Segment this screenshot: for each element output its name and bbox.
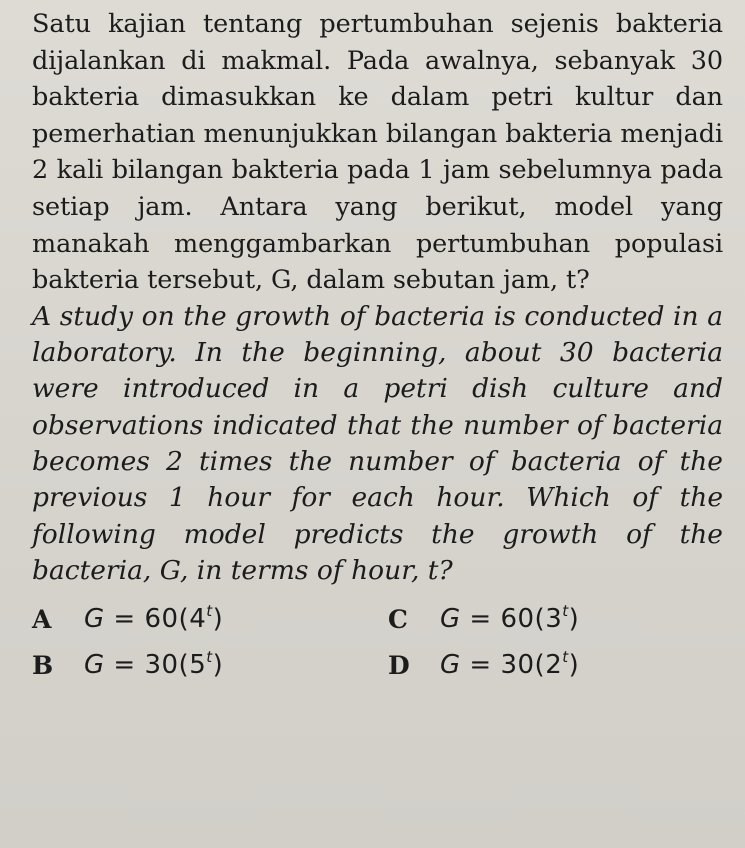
option-formula	[84, 650, 223, 680]
option-formula	[440, 650, 579, 680]
formula-variable: G	[440, 604, 461, 635]
formula-exponent: t	[206, 602, 213, 621]
formula-body: = 30(2	[460, 650, 563, 681]
option-formula	[440, 604, 579, 634]
option-letter: A	[32, 604, 52, 634]
formula-variable: G	[84, 650, 105, 681]
option-letter: B	[32, 650, 54, 680]
formula-close: )	[568, 604, 580, 635]
formula-variable: G	[84, 604, 105, 635]
formula-exponent: t	[206, 648, 213, 667]
formula-exponent: t	[562, 602, 569, 621]
formula-body: = 60(4	[104, 604, 207, 635]
option-formula	[84, 604, 223, 634]
formula-close: )	[212, 650, 224, 681]
option-b[interactable]	[32, 645, 223, 685]
question-text-english: A study on the growth of bacteria is conducted in a laboratory. In the beginning, about 30 bacteria were introduced in a petri dish culture and observations indicated that the number of bacteria becomes 2 times the number of bacteria of the previous 1 hour for each hour. Which of the following model predicts the growth of the bacteria, G, in terms of hour, t?	[32, 300, 723, 586]
question-text-malay: Satu kajian tentang pertumbuhan sejenis bakteria dijalankan di makmal. Pada awalnya, sebanyak 30 bakteria dimasukkan ke dalam petri kultur dan pemerhatian menunjukkan bilangan bakteria menjadi 2 kali bilangan bakteria pada 1 jam sebelumnya pada setiap jam. Antara yang berikut, model yang manakah menggambarkan pertumbuhan populasi bakteria tersebut, G, dalam sebutan jam, t?	[32, 9, 723, 296]
option-c[interactable]	[388, 599, 579, 639]
formula-body: = 60(3	[460, 604, 563, 635]
option-d[interactable]	[388, 645, 579, 685]
formula-exponent: t	[562, 648, 569, 667]
option-a[interactable]	[32, 599, 223, 639]
option-letter: C	[388, 604, 408, 634]
formula-close: )	[568, 650, 580, 681]
formula-close: )	[212, 604, 224, 635]
formula-variable: G	[440, 650, 461, 681]
formula-body: = 30(5	[104, 650, 207, 681]
answer-options	[32, 599, 723, 689]
option-letter: D	[388, 650, 410, 680]
